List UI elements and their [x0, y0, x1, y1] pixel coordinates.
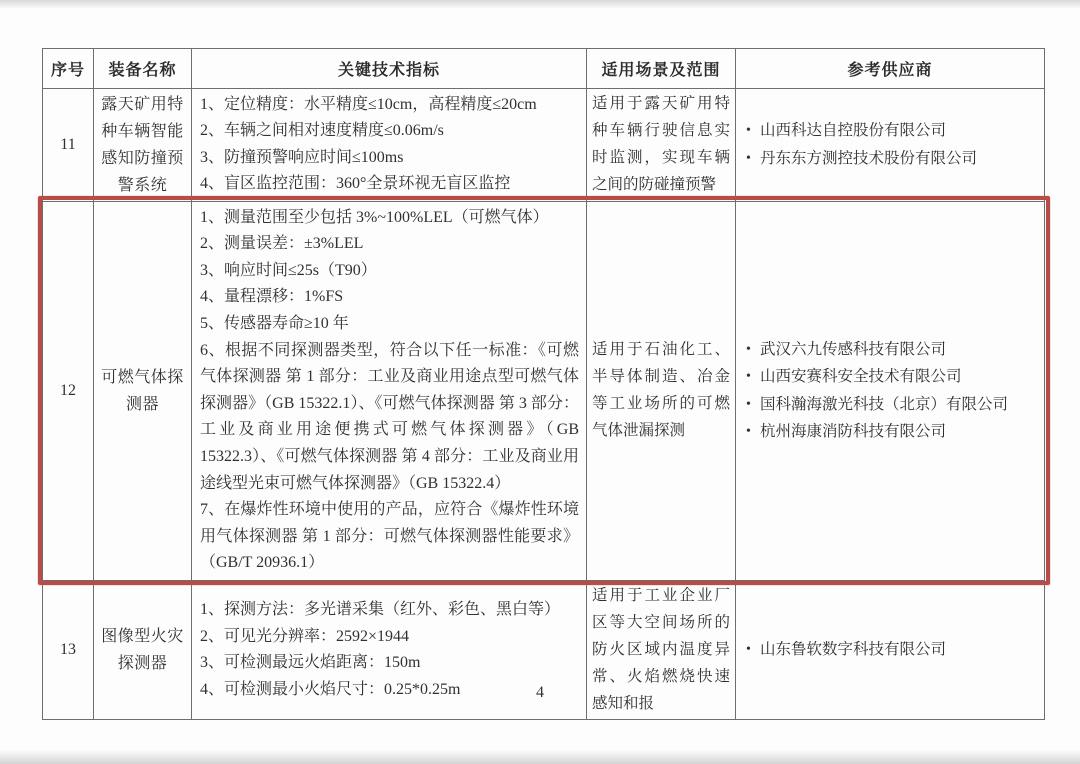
bullet-icon: •: [746, 341, 751, 357]
spec-line: 2、可见光分辨率：2592×1944: [200, 627, 410, 645]
header-cell-name: 装备名称: [94, 49, 192, 89]
page-number: 4: [536, 684, 544, 701]
table-row: [43, 201, 1045, 580]
supplier-name: 山东鲁软数字科技有限公司: [760, 641, 947, 659]
spec-line: 5、传感器寿命≥10 年: [200, 315, 349, 332]
row-number: 12: [60, 381, 76, 399]
supplier-item: [746, 391, 1040, 419]
supplier-item: [746, 418, 1040, 446]
supplier-name: 国科瀚海激光科技（北京）有限公司: [760, 395, 1009, 413]
header-cell-scenario: 适用场景及范围: [587, 49, 736, 89]
equipment-name-cell: [94, 201, 192, 580]
row-number-cell: [43, 201, 94, 580]
supplier-name: 山西安赛科安全技术有限公司: [760, 368, 962, 386]
supplier-name: 丹东东方测控技术股份有限公司: [760, 149, 978, 167]
header-cell-specs: 关键技术指标: [192, 49, 587, 89]
supplier-item: [746, 636, 1040, 664]
supplier-item: [746, 117, 1040, 145]
equipment-name: 图像型火灾探测器: [101, 628, 184, 673]
scenario-text: 适用于工业企业厂区等大空间场所的防火区域内温度异常、火焰燃烧快速感知和报: [592, 586, 730, 712]
scenario-text: 适用于露天矿用特种车辆行驶信息实时监测，实现车辆之间的防碰撞预警: [592, 95, 730, 193]
spec-line: 1、定位精度：水平精度≤10cm，高程精度≤20cm: [200, 96, 537, 113]
row-number: 13: [60, 641, 76, 659]
spec-line: 2、车辆之间相对速度精度≤0.06m/s: [200, 122, 444, 140]
bullet-icon: •: [746, 424, 751, 440]
spec-line: 4、可检测最小火焰尺寸：0.25*0.25m: [200, 680, 461, 698]
spec-line: 3、可检测最远火焰距离：150m: [200, 654, 421, 672]
spec-line: 2、测量误差：±3%LEL: [200, 235, 364, 253]
spec-line: 7、在爆炸性环境中使用的产品，应符合《爆炸性环境用气体探测器 第 1 部分：可燃气体探测器性能要求》（GB/T 20936.1）: [200, 501, 579, 572]
scenario-cell: [587, 89, 736, 202]
bullet-icon: •: [746, 123, 751, 139]
supplier-item: [746, 336, 1040, 364]
header-row: [43, 49, 1045, 89]
bullet-icon: •: [746, 369, 751, 385]
supplier-name: 山西科达自控股份有限公司: [760, 122, 947, 140]
spec-line: 3、响应时间≤25s（T90）: [200, 261, 377, 279]
spec-line: 4、量程漂移：1%FS: [200, 288, 344, 306]
equipment-name-cell: [94, 89, 192, 202]
photo-edge-top: [0, 0, 1080, 10]
header-cell-number: 序号: [43, 49, 94, 89]
photo-edge-bottom: [0, 748, 1080, 764]
scenario-text: 适用于石油化工、半导体制造、冶金等工业场所的可燃气体泄漏探测: [592, 340, 730, 439]
equipment-name: 可燃气体探测器: [101, 368, 184, 413]
equipment-spec-table: [42, 48, 1045, 720]
bullet-icon: •: [746, 642, 751, 658]
row-number: 11: [60, 135, 76, 153]
supplier-item: [746, 363, 1040, 391]
equipment-name: 露天矿用特种车辆智能感知防撞预警系统: [101, 95, 184, 194]
spec-line: 6、根据不同探测器类型，符合以下任一标准：《可燃气体探测器 第 1 部分：工业及商业用途点型可燃气体探测器》（GB 15322.1）、《可燃气体探测器 第 3 部分：工业及商业用途便携式可燃气体探测器》（GB 15322.3）、《可燃气体探测器 第 4 部分：工业及商业用途线型光束可燃气体探测器》（GB 15322.4）: [200, 341, 579, 492]
table-row: [43, 89, 1045, 202]
tech-specs-cell: [192, 89, 587, 202]
bullet-icon: •: [746, 396, 751, 412]
header-cell-supplier: 参考供应商: [736, 49, 1045, 89]
spec-line: 1、探测方法：多光谱采集（红外、彩色、黑白等）: [200, 601, 561, 619]
supplier-name: 武汉六九传感科技有限公司: [760, 340, 947, 358]
spec-line: 4、盲区监控范围：360°全景环视无盲区监控: [200, 175, 511, 193]
suppliers-cell: [736, 201, 1045, 580]
tech-specs-cell: [192, 201, 587, 580]
suppliers-cell: [736, 89, 1045, 202]
spec-line: 3、防撞预警响应时间≤100ms: [200, 148, 404, 166]
scenario-cell: [587, 201, 736, 580]
supplier-item: [746, 145, 1040, 173]
row-number-cell: [43, 89, 94, 202]
supplier-name: 杭州海康消防科技有限公司: [760, 423, 947, 441]
spec-line: 1、测量范围至少包括 3%~100%LEL（可燃气体）: [200, 208, 549, 226]
bullet-icon: •: [746, 150, 751, 166]
